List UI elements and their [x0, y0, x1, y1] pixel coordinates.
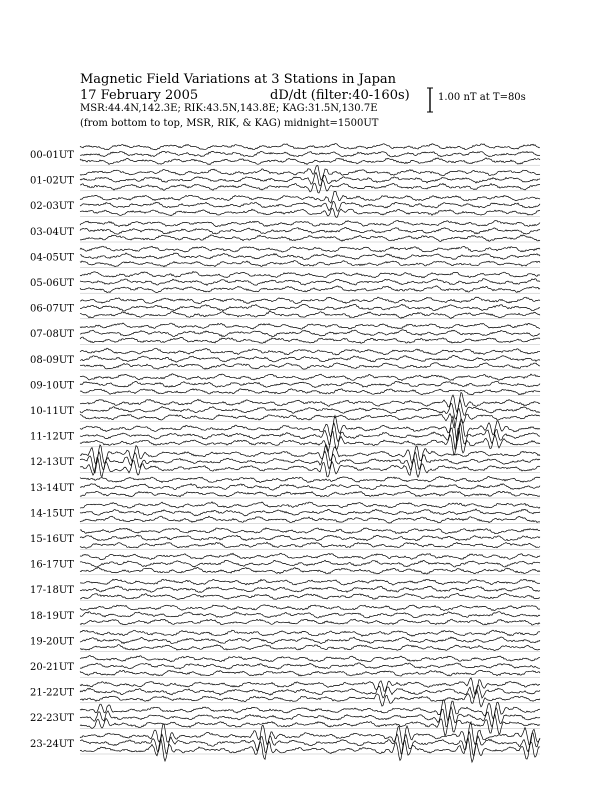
row-label: 13-14UT: [30, 482, 74, 494]
trace-msr: [80, 645, 540, 651]
trace-kag: [80, 445, 540, 464]
scale-bar: [427, 88, 433, 112]
row-label: 14-15UT: [30, 508, 74, 520]
trace-kag: [80, 348, 540, 355]
trace-rik: [80, 685, 540, 699]
trace-rik: [80, 731, 540, 755]
trace-rik: [80, 535, 540, 541]
trace-kag: [80, 605, 540, 611]
trace-msr: [80, 491, 540, 497]
row-label: 17-18UT: [30, 585, 74, 597]
row-label: 09-10UT: [30, 380, 74, 392]
trace-rik: [80, 612, 540, 618]
trace-kag: [80, 477, 540, 483]
trace-rik: [80, 451, 540, 473]
trace-msr: [80, 516, 540, 523]
row-label: 22-23UT: [30, 713, 74, 725]
trace-kag: [80, 323, 540, 329]
trace-kag: [80, 656, 540, 662]
trace-rik: [80, 253, 540, 260]
row-label: 18-19UT: [30, 610, 74, 622]
trace-rik: [80, 509, 540, 516]
trace-rik: [80, 356, 540, 363]
row-label: 03-04UT: [30, 226, 74, 238]
trace-msr: [80, 261, 540, 267]
trace-rik: [80, 637, 540, 644]
row-label: 10-11UT: [30, 406, 74, 417]
trace-msr: [80, 670, 540, 676]
trace-rik: [80, 304, 540, 311]
trace-rik: [80, 381, 540, 387]
trace-rik: [80, 279, 540, 286]
station-order-note: (from bottom to top, MSR, RIK, & KAG) midnight=1500UT: [80, 118, 379, 129]
row-label: 23-24UT: [30, 738, 74, 750]
trace-rik: [80, 151, 540, 156]
trace-msr: [80, 542, 540, 548]
row-label: 05-06UT: [30, 278, 74, 289]
trace-kag: [80, 220, 540, 226]
trace-rik: [80, 330, 540, 337]
trace-rik: [80, 663, 540, 669]
trace-kag: [80, 272, 540, 278]
trace-msr: [80, 389, 540, 395]
trace-msr: [80, 594, 540, 600]
trace-kag: [80, 700, 540, 721]
trace-msr: [80, 715, 540, 736]
trace-rik: [80, 586, 540, 592]
trace-kag: [80, 553, 540, 559]
scale-bar-label: 1.00 nT at T=80s: [438, 92, 526, 103]
row-label: 07-08UT: [30, 329, 74, 341]
row-label: 16-17UT: [30, 559, 74, 571]
trace-rik: [80, 484, 540, 490]
trace-msr: [80, 568, 540, 575]
trace-msr: [80, 235, 540, 242]
trace-msr: [80, 337, 540, 343]
row-label: 20-21UT: [30, 662, 74, 673]
trace-kag: [80, 246, 540, 252]
trace-msr: [80, 363, 540, 370]
row-label: 02-03UT: [30, 201, 74, 213]
chart-title: Magnetic Field Variations at 3 Stations in Japan: [80, 72, 397, 87]
trace-msr: [80, 428, 540, 455]
trace-rik: [80, 201, 540, 211]
row-labels: [30, 150, 74, 750]
trace-rik: [80, 228, 540, 235]
chart-date: 17 February 2005: [80, 88, 199, 103]
row-label: 00-01UT: [30, 150, 74, 161]
trace-kag: [80, 144, 540, 150]
trace-kag: [80, 630, 540, 636]
trace-kag: [80, 297, 540, 304]
trace-kag: [80, 502, 540, 509]
trace-msr: [80, 158, 540, 165]
row-label: 21-22UT: [30, 687, 74, 699]
trace-kag: [80, 579, 540, 585]
row-label: 19-20UT: [30, 636, 74, 648]
row-label: 08-09UT: [30, 354, 74, 366]
trace-rik: [80, 173, 540, 186]
row-label: 15-16UT: [30, 534, 74, 545]
trace-msr: [80, 286, 540, 293]
trace-kag: [80, 374, 540, 381]
trace-kag: [80, 528, 540, 534]
trace-msr: [80, 619, 540, 625]
traces: [80, 144, 540, 763]
row-label: 06-07UT: [30, 303, 74, 315]
station-coordinates: MSR:44.4N,142.3E; RIK:43.5N,143.8E; KAG:31.5N,130.7E: [80, 103, 378, 114]
trace-msr: [80, 312, 540, 319]
row-label: 01-02UT: [30, 175, 74, 187]
trace-kag: [80, 191, 540, 203]
component-filter: dD/dt (filter:40-160s): [270, 88, 410, 103]
row-label: 04-05UT: [30, 252, 74, 264]
row-label: 12-13UT: [30, 457, 74, 469]
trace-kag: [80, 416, 540, 442]
row-label: 11-12UT: [30, 431, 74, 443]
trace-rik: [80, 560, 540, 567]
trace-msr: [80, 458, 540, 478]
trace-msr: [80, 208, 540, 217]
